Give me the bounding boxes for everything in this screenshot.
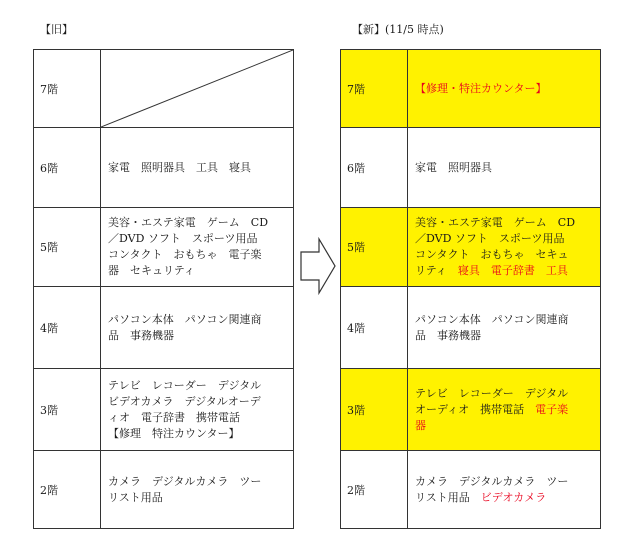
floor-contents xyxy=(408,208,601,287)
item-line xyxy=(415,402,593,418)
item-text: リスト用品 xyxy=(415,490,481,504)
floor-label: 3階 xyxy=(341,369,408,451)
item-text: 美容・エステ家電 ゲーム CD xyxy=(108,216,269,229)
item-text: ビデオカメラ デジタルオーデ xyxy=(108,394,261,408)
item-line xyxy=(415,418,593,434)
floor-contents xyxy=(101,208,294,287)
floor-row xyxy=(341,287,601,369)
floor-contents xyxy=(408,451,601,529)
changed-item-text: 【修理・特注カウンター】 xyxy=(415,81,547,95)
item-text: ／DVD ソフト スポーツ用品 xyxy=(415,232,565,245)
item-text: コンタクト おもちゃ 電子楽 xyxy=(108,248,262,261)
item-line xyxy=(415,312,593,328)
item-line xyxy=(108,378,286,394)
item-line xyxy=(415,81,593,97)
item-line xyxy=(108,231,286,247)
floor-label: 4階 xyxy=(341,287,408,369)
floor-row xyxy=(341,50,601,128)
item-line xyxy=(415,215,593,231)
item-line xyxy=(108,426,286,442)
item-text: 品 事務機器 xyxy=(108,328,174,342)
item-text: 器 セキュリティ xyxy=(108,264,195,277)
item-line xyxy=(415,160,593,176)
floor-contents xyxy=(101,369,294,451)
floor-label: 6階 xyxy=(341,128,408,208)
old-floor-table xyxy=(33,49,294,529)
floor-contents xyxy=(408,128,601,208)
floor-label: 5階 xyxy=(341,208,408,287)
item-text: 家電 照明器具 xyxy=(415,160,492,174)
floor-label: 2階 xyxy=(341,451,408,529)
new-floor-table xyxy=(340,49,601,529)
item-line xyxy=(108,410,286,426)
floor-row xyxy=(341,128,601,208)
floor-contents xyxy=(408,50,601,128)
new-header: 【新】(11/5 時点) xyxy=(352,23,444,36)
floor-contents xyxy=(101,128,294,208)
floor-row xyxy=(34,50,294,128)
item-text: 美容・エステ家電 ゲーム CD xyxy=(415,216,576,229)
floor-contents xyxy=(101,287,294,369)
item-text: パソコン本体 パソコン関連商 xyxy=(108,312,262,326)
floor-contents xyxy=(101,451,294,529)
item-text: テレビ レコーダー デジタル xyxy=(108,378,262,392)
item-text: テレビ レコーダー デジタル xyxy=(415,386,569,400)
item-line xyxy=(415,474,593,490)
old-header: 【旧】 xyxy=(40,23,73,36)
floor-row xyxy=(34,128,294,208)
right-arrow-icon xyxy=(300,237,336,295)
item-line xyxy=(108,160,286,176)
item-line xyxy=(108,215,286,231)
item-text: パソコン本体 パソコン関連商 xyxy=(415,312,569,326)
item-text: カメラ デジタルカメラ ツー xyxy=(108,474,262,488)
item-text: 家電 照明器具 工具 寝具 xyxy=(108,160,251,174)
floor-label: 3階 xyxy=(34,369,101,451)
empty-cell-diagonal xyxy=(101,50,294,128)
changed-item-text: ビデオカメラ xyxy=(480,490,547,504)
floor-row xyxy=(341,208,601,287)
item-line xyxy=(108,474,286,490)
item-line xyxy=(415,247,593,263)
changed-item-text: 電子楽 xyxy=(535,402,569,416)
floor-row xyxy=(341,369,601,451)
item-text: コンタクト おもちゃ セキュ xyxy=(415,248,569,261)
item-line xyxy=(108,328,286,344)
floor-row xyxy=(34,287,294,369)
item-text: オーディオ 携帯電話 xyxy=(415,402,536,416)
item-text: ／DVD ソフト スポーツ用品 xyxy=(108,232,258,245)
item-text: ィオ 電子辞書 携帯電話 xyxy=(108,410,240,424)
floor-label: 2階 xyxy=(34,451,101,529)
item-line xyxy=(108,490,286,506)
item-line xyxy=(108,312,286,328)
floor-row xyxy=(34,451,294,529)
changed-item-text: 寝具 電子辞書 工具 xyxy=(457,264,568,277)
floor-contents xyxy=(408,287,601,369)
item-line xyxy=(108,263,286,279)
changed-item-text: 器 xyxy=(415,418,426,432)
item-line xyxy=(415,386,593,402)
floor-contents xyxy=(408,369,601,451)
floor-label: 7階 xyxy=(341,50,408,128)
floor-label: 5階 xyxy=(34,208,101,287)
floor-row xyxy=(34,208,294,287)
floor-label: 4階 xyxy=(34,287,101,369)
item-line xyxy=(108,394,286,410)
item-line xyxy=(415,328,593,344)
item-text: カメラ デジタルカメラ ツー xyxy=(415,474,569,488)
item-text: リスト用品 xyxy=(108,490,163,504)
floor-label: 7階 xyxy=(34,50,101,128)
floor-label: 6階 xyxy=(34,128,101,208)
item-text: リティ xyxy=(415,264,458,277)
floor-row xyxy=(34,369,294,451)
item-line xyxy=(415,490,593,506)
item-text: 【修理 特注カウンター】 xyxy=(108,426,240,440)
item-text: 品 事務機器 xyxy=(415,328,481,342)
item-line xyxy=(415,231,593,247)
diagonal-line xyxy=(101,50,293,127)
item-line xyxy=(415,263,593,279)
floor-row xyxy=(341,451,601,529)
item-line xyxy=(108,247,286,263)
